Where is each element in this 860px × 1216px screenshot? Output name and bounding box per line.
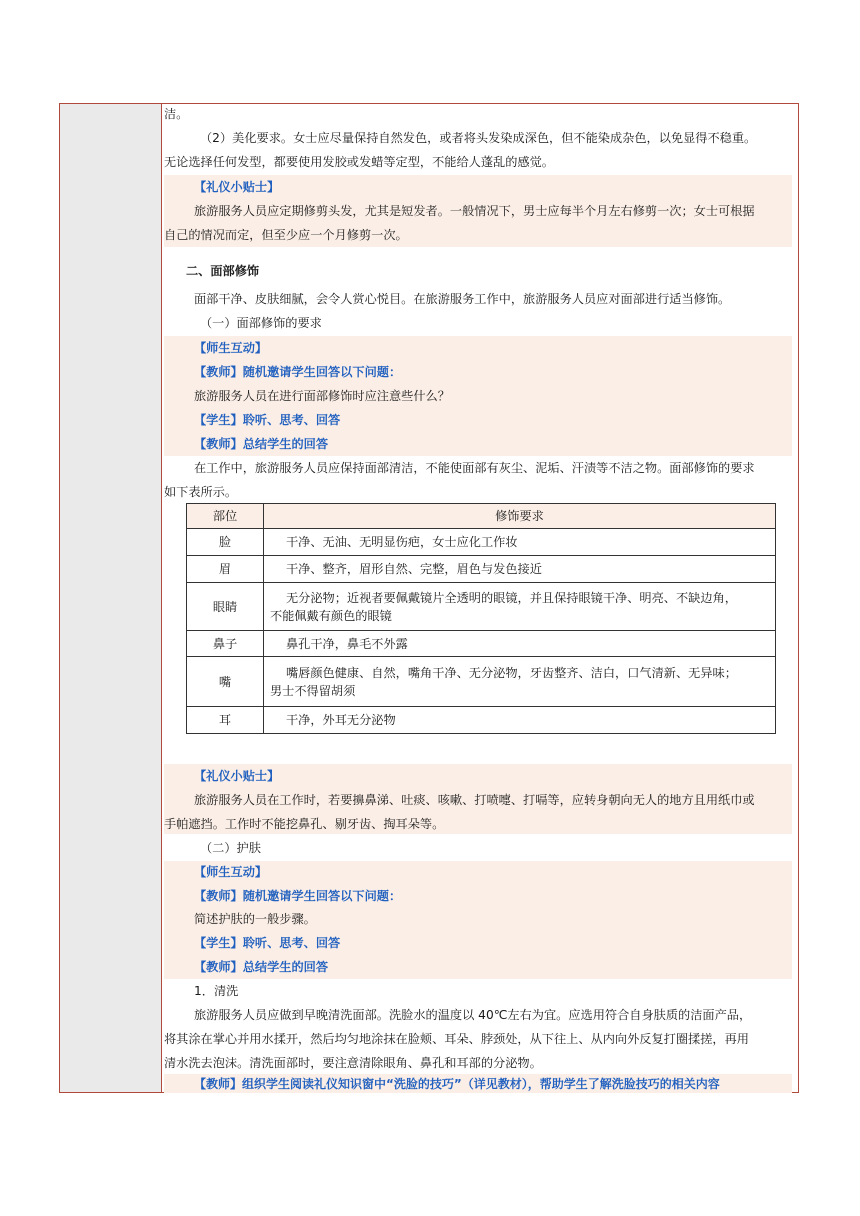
table-row (187, 529, 776, 556)
text-line: 无论选择任何发型，都要使用发胶或发蜡等定型，不能给人蓬乱的感觉。 (164, 155, 554, 169)
subheading: （一）面部修饰的要求 (200, 316, 322, 330)
section-heading: 二、面部修饰 (186, 264, 260, 278)
text-line: 手帕遮挡。工作时不能挖鼻孔、剔牙齿、掏耳朵等。 (164, 817, 445, 831)
text-line: 如下表所示。 (164, 485, 238, 499)
teacher-note: 【教师】总结学生的回答 (194, 437, 329, 451)
step-heading: 1．清洗 (194, 984, 239, 998)
row-part: 眉 (187, 556, 264, 583)
requirement-line: 嘴唇颜色健康、自然，嘴角干净、无分泌物，牙齿整齐、洁白，口气清新、无异味； (286, 665, 737, 680)
face-requirements-table (186, 503, 776, 734)
text-line: 旅游服务人员在工作时，若要擤鼻涕、吐痰、咳嗽、打喷嚏、打嗝等，应转身朝向无人的地方且用纸巾或 (194, 793, 755, 807)
row-requirement: 干净、整齐，眉形自然、完整，眉色与发色接近 (264, 556, 776, 583)
text-line: 清水洗去泡沫。清洗面部时，要注意清除眼角、鼻孔和耳部的分泌物。 (164, 1056, 542, 1070)
student-note: 【学生】聆听、思考、回答 (194, 936, 341, 950)
table-row (187, 707, 776, 734)
requirement-line: 无分泌物；近视者要佩戴镜片全透明的眼镜，并且保持眼镜干净、明亮、不缺边角， (286, 590, 737, 605)
teacher-note: 【教师】随机邀请学生回答以下问题： (194, 365, 402, 379)
subheading: （二）护肤 (200, 841, 261, 855)
interaction-label: 【师生互动】 (194, 341, 268, 355)
text-line: 在工作中，旅游服务人员应保持面部清洁，不能使面部有灰尘、泥垢、汗渍等不洁之物。面部修饰的要求 (194, 461, 755, 475)
row-requirement: 干净，外耳无分泌物 (264, 707, 776, 734)
question: 简述护肤的一般步骤。 (194, 912, 316, 926)
table-row (187, 631, 776, 657)
table-row (187, 556, 776, 583)
requirement-line: 不能佩戴有颜色的眼镜 (270, 608, 392, 623)
row-requirement (264, 657, 776, 707)
requirement-line: 男士不得留胡须 (270, 683, 356, 698)
student-note: 【学生】聆听、思考、回答 (194, 413, 341, 427)
tip-label: 【礼仪小贴士】 (194, 769, 280, 783)
text-line: 将其涂在掌心并用水揉开，然后均匀地涂抹在脸颊、耳朵、脖颈处，从下往上、从内向外反复打圈揉搓，再用 (164, 1032, 749, 1046)
text-line: 旅游服务人员应做到早晚清洗面部。洗脸水的温度以 40℃左右为宜。应选用符合自身肤质的洁面产品， (194, 1008, 752, 1022)
left-column (60, 104, 162, 1092)
table-row (187, 657, 776, 707)
teacher-note: 【教师】随机邀请学生回答以下问题： (194, 889, 402, 903)
question: 旅游服务人员在进行面部修饰时应注意些什么？ (194, 389, 450, 403)
row-requirement: 干净、无油、无明显伤疤，女士应化工作妆 (264, 529, 776, 556)
row-part: 脸 (187, 529, 264, 556)
teacher-note: 【教师】组织学生阅读礼仪知识窗中“洗脸的技巧”（详见教材），帮助学生了解洗脸技巧的相关内容 (194, 1077, 720, 1091)
row-requirement (264, 583, 776, 631)
header-part: 部位 (187, 504, 264, 529)
interaction-label: 【师生互动】 (194, 865, 268, 879)
text-line: 旅游服务人员应定期修剪头发，尤其是短发者。一般情况下，男士应每半个月左右修剪一次；女士可根据 (194, 204, 755, 218)
row-part: 嘴 (187, 657, 264, 707)
text-line: （2）美化要求。女士应尽量保持自然发色，或者将头发染成深色，但不能染成杂色，以免显得不稳重。 (200, 131, 757, 145)
table-header-row (187, 504, 776, 529)
row-part: 耳 (187, 707, 264, 734)
header-requirement: 修饰要求 (264, 504, 776, 529)
lesson-table (59, 103, 799, 1093)
tip-label: 【礼仪小贴士】 (194, 180, 280, 194)
row-part: 鼻子 (187, 631, 264, 657)
teacher-note: 【教师】总结学生的回答 (194, 960, 329, 974)
row-requirement: 鼻孔干净，鼻毛不外露 (264, 631, 776, 657)
row-part: 眼睛 (187, 583, 264, 631)
table-row (187, 583, 776, 631)
text-line: 洁。 (164, 107, 189, 121)
text-line: 面部干净、皮肤细腻，会令人赏心悦目。在旅游服务工作中，旅游服务人员应对面部进行适当修饰。 (194, 292, 731, 306)
text-line: 自己的情况而定，但至少应一个月修剪一次。 (164, 228, 408, 242)
